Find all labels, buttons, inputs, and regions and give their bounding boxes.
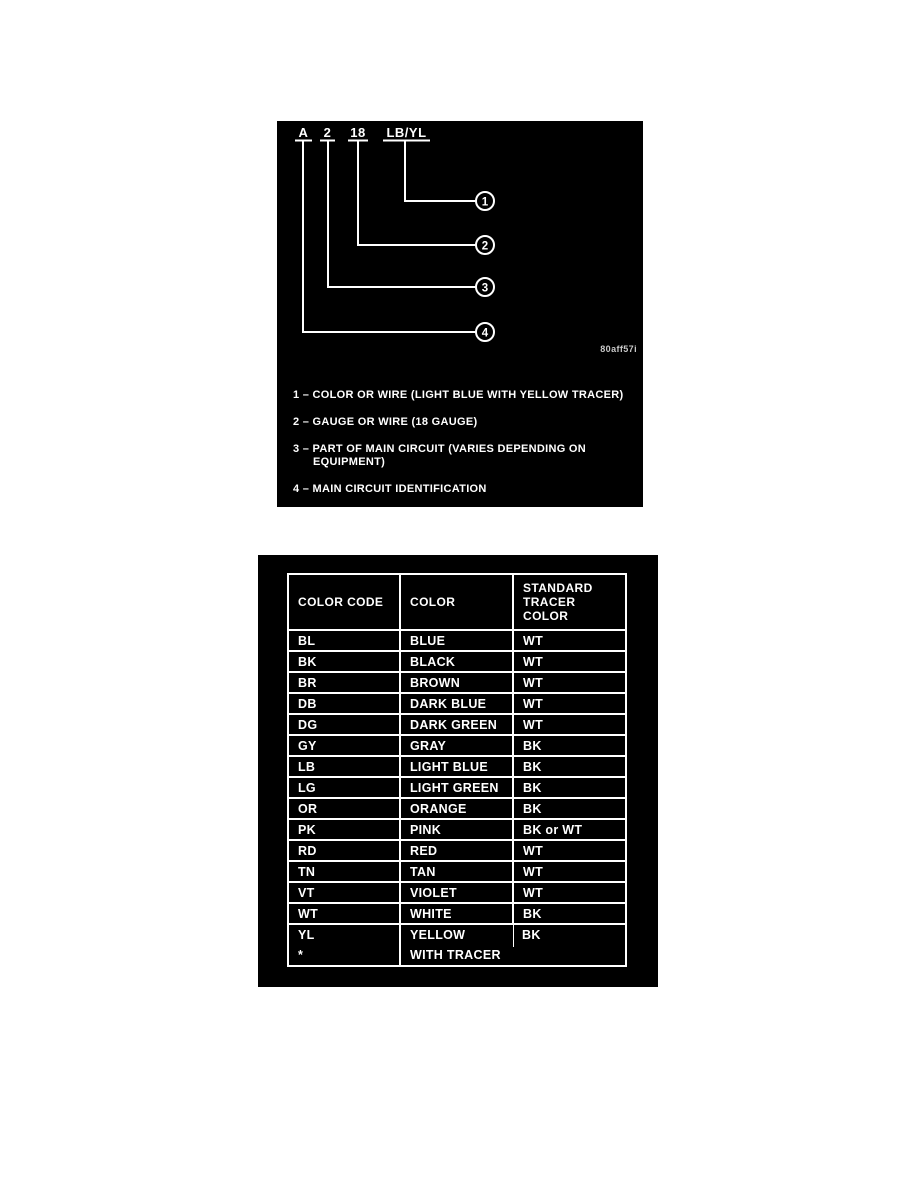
color-name-cell: DARK GREEN	[400, 714, 513, 735]
footnote-with-tracer: WITH TRACER	[410, 948, 501, 962]
table-row	[288, 861, 626, 882]
table-row	[288, 756, 626, 777]
header-color: COLOR	[400, 574, 513, 630]
color-name-cell: VIOLET	[400, 882, 513, 903]
color-name-cell	[400, 924, 513, 966]
table-row	[288, 651, 626, 672]
color-name-cell: WHITE	[400, 903, 513, 924]
code-part-gauge-label: 18	[350, 125, 366, 140]
tracer-color-cell: BK	[513, 777, 626, 798]
table-row-footnote	[288, 924, 626, 966]
table-row	[288, 777, 626, 798]
color-name-cell: LIGHT GREEN	[400, 777, 513, 798]
legend-entry-3-line-1: 3 – PART OF MAIN CIRCUIT (VARIES DEPENDING ON	[293, 443, 587, 455]
table-row	[288, 735, 626, 756]
color-name-cell: ORANGE	[400, 798, 513, 819]
color-code-cell: GY	[288, 735, 400, 756]
table-row	[288, 672, 626, 693]
wire-code-diagram-figure	[277, 121, 643, 507]
tracer-color-cell: BK	[513, 735, 626, 756]
color-code-cell: LG	[288, 777, 400, 798]
callout-number-1: 1	[481, 196, 489, 209]
legend-entry-2: 2 – GAUGE OR WIRE (18 GAUGE)	[293, 416, 478, 428]
callout-line-3	[328, 141, 476, 287]
tracer-color-cell: BK or WT	[513, 819, 626, 840]
wire-color-code-figure	[258, 555, 658, 987]
color-code-cell: BL	[288, 630, 400, 651]
wire-code-diagram	[277, 121, 643, 371]
tracer-color-cell: BK	[513, 756, 626, 777]
color-code-cell: DG	[288, 714, 400, 735]
color-name-cell: BLUE	[400, 630, 513, 651]
tracer-color-cell: WT	[513, 861, 626, 882]
color-code-cell: BR	[288, 672, 400, 693]
callout-line-2	[358, 141, 476, 245]
code-part-color-label: LB/YL	[386, 125, 427, 140]
color-code-cell: LB	[288, 756, 400, 777]
color-name-cell: BLACK	[400, 651, 513, 672]
color-name-cell: LIGHT BLUE	[400, 756, 513, 777]
color-code-cell: PK	[288, 819, 400, 840]
callout-legend	[293, 389, 623, 495]
color-name-cell: GRAY	[400, 735, 513, 756]
table-row	[288, 693, 626, 714]
color-code-cell: VT	[288, 882, 400, 903]
color-name-cell: TAN	[400, 861, 513, 882]
callout-number-2: 2	[481, 240, 489, 253]
wire-color-code-table	[287, 573, 627, 967]
code-part-circuit-part-label: 2	[323, 125, 332, 140]
tracer-color-cell: WT	[513, 630, 626, 651]
tracer-color-cell: WT	[513, 693, 626, 714]
color-name-cell: BROWN	[400, 672, 513, 693]
color-name-cell: PINK	[400, 819, 513, 840]
tracer-color-cell: WT	[513, 672, 626, 693]
legend-entry-3	[293, 443, 623, 468]
color-code-cell: BK	[288, 651, 400, 672]
table-row	[288, 903, 626, 924]
table-row	[288, 630, 626, 651]
color-name-cell: RED	[400, 840, 513, 861]
table-row	[288, 714, 626, 735]
tracer-color-cell: BK	[513, 903, 626, 924]
legend-entry-1: 1 – COLOR OR WIRE (LIGHT BLUE WITH YELLOW TRACER)	[293, 389, 624, 401]
code-part-main-circuit-label: A	[298, 125, 309, 140]
callout-line-1	[405, 141, 476, 201]
table-row	[288, 819, 626, 840]
tracer-color-cell: WT	[513, 651, 626, 672]
table-row	[288, 882, 626, 903]
table-header-row	[288, 574, 626, 630]
color-code-yl: YL	[298, 928, 315, 942]
color-code-cell: DB	[288, 693, 400, 714]
header-color-code: COLOR CODE	[288, 574, 400, 630]
color-code-cell	[288, 924, 400, 966]
table-row	[288, 840, 626, 861]
tracer-color-cell: WT	[513, 714, 626, 735]
color-code-cell: RD	[288, 840, 400, 861]
color-code-cell: OR	[288, 798, 400, 819]
callout-number-4: 4	[481, 327, 489, 340]
figure-reference-code: 80aff57i	[600, 344, 637, 354]
header-tracer-line-2: TRACER	[523, 595, 576, 609]
legend-entry-4: 4 – MAIN CIRCUIT IDENTIFICATION	[293, 483, 487, 495]
header-tracer-line-3: COLOR	[523, 609, 569, 623]
legend-entry-3-line-2: EQUIPMENT)	[313, 456, 386, 468]
tracer-color-cell: BK	[513, 798, 626, 819]
partial-column-divider	[513, 924, 514, 947]
header-standard-tracer-color	[513, 574, 626, 630]
callout-number-3: 3	[481, 282, 489, 295]
table-row	[288, 798, 626, 819]
color-name-yellow: YELLOW	[410, 928, 466, 942]
header-tracer-line-1: STANDARD	[523, 581, 593, 595]
color-code-cell: TN	[288, 861, 400, 882]
tracer-color-cell	[513, 924, 626, 966]
color-name-cell: DARK BLUE	[400, 693, 513, 714]
tracer-color-cell: WT	[513, 882, 626, 903]
tracer-color-bk: BK	[522, 928, 541, 942]
footnote-asterisk: *	[298, 948, 304, 962]
color-code-cell: WT	[288, 903, 400, 924]
tracer-color-cell: WT	[513, 840, 626, 861]
